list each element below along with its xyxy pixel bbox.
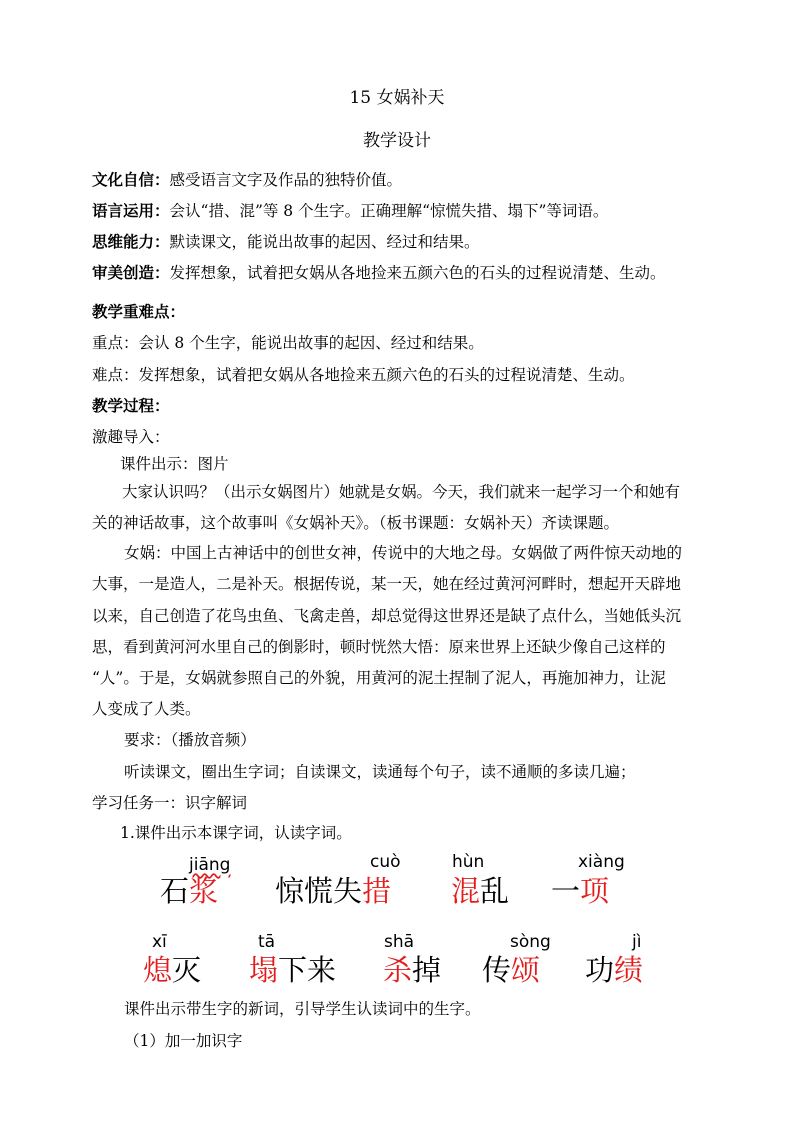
para2-line: 大事，一是造人，二是补天。根据传说，某一天，她在经过黄河河畔时，想起开天辟地 <box>92 575 682 593</box>
pinyin: xiàng <box>578 852 625 872</box>
goal-text: 感受语言文字及作品的独特价值。 <box>169 171 403 189</box>
vocab-word: 熄灭 <box>143 953 202 987</box>
goal-aesthetic <box>92 263 666 283</box>
keypoints-heading: 教学重难点： <box>92 302 186 321</box>
vocab-word: 功绩 <box>585 953 644 987</box>
goal-culture <box>92 170 402 190</box>
lesson-subtitle: 教学设计 <box>363 131 431 151</box>
vocab-word: 石浆 <box>160 874 219 908</box>
vocab-word: 塌下来 <box>249 953 337 987</box>
courseware-line: 课件出示：图片 <box>120 455 229 473</box>
goal-text: 发挥想象，试着把女娲从各地捡来五颜六色的石头的过程说清楚、生动。 <box>169 264 666 282</box>
goal-text: 会认“措、混”等 8 个生字。正确理解“惊慌失措、塌下”等词语。 <box>169 202 609 220</box>
pinyin: shā <box>384 932 415 952</box>
para1-line: 关的神话故事，这个故事叫《女娲补天》。（板书课题：女娲补天）齐读课题。 <box>92 514 620 532</box>
pinyin: cuò <box>370 852 401 872</box>
vocab-word: 惊慌失措 <box>275 874 392 908</box>
step1-line: 1.课件出示本课字词，认读字词。 <box>120 824 352 842</box>
requirement-text: 听读课文，圈出生字词；自读课文，读通每个句子，读不通顺的多读几遍； <box>124 763 636 781</box>
vocab-word: 传颂 <box>482 953 541 987</box>
para2-line: 思，看到黄河河水里自己的倒影时，顿时恍然大悟：原来世界上还缺少像自己这样的 <box>92 638 666 656</box>
goal-thinking <box>92 232 480 252</box>
goal-label: 思维能力： <box>92 232 170 251</box>
process-heading: 教学过程： <box>92 396 170 415</box>
para1-line: 大家认识吗？（出示女娲图片）她就是女娲。今天，我们就来一起学习一个和她有 <box>122 483 681 501</box>
pinyin: sòng <box>510 932 551 952</box>
lesson-title: 15 女娲补天 <box>349 88 445 108</box>
pinyin: jiāng <box>189 855 231 875</box>
pinyin: xī <box>152 932 167 952</box>
para2-line: “人”。于是，女娲就参照自己的外貌，用黄河的泥土捏制了泥人，再施加神力，让泥 <box>92 669 666 687</box>
requirement-line: 要求：（播放音频） <box>124 731 256 749</box>
para2-line: 人变成了人类。 <box>92 700 201 718</box>
goal-language <box>92 201 608 221</box>
goal-label: 文化自信： <box>92 170 170 189</box>
pinyin: tā <box>258 932 276 952</box>
goal-label: 语言运用： <box>92 201 170 220</box>
para2-line: 女娲：中国上古神话中的创世女神，传说中的大地之母。女娲做了两件惊天动地的 <box>124 544 683 562</box>
para2-line: 以来，自己创造了花鸟虫鱼、飞禽走兽，却总觉得这世界还是缺了点什么，当她低头沉 <box>92 607 682 625</box>
task1-heading: 学习任务一：识字解词 <box>92 794 248 812</box>
sub1-line: （1）加一加识字 <box>124 1032 243 1050</box>
vocab-row-1 <box>0 850 794 930</box>
keypoint-key: 重点：会认 8 个生字，能说出故事的起因、经过和结果。 <box>92 334 484 352</box>
vocab-word: 杀掉 <box>383 953 442 987</box>
pinyin: hùn <box>452 852 485 872</box>
keypoint-difficult: 难点：发挥想象，试着把女娲从各地捡来五颜六色的石头的过程说清楚、生动。 <box>92 366 635 384</box>
pinyin: jì <box>632 932 642 952</box>
vocab-word: 一项 <box>551 874 610 908</box>
goal-label: 审美创造： <box>92 263 170 282</box>
vocab-row-2 <box>0 930 794 1010</box>
intro-heading: 激趣导入： <box>92 428 170 446</box>
after-vocab-line: 课件出示带生字的新词，引导学生认读词中的生字。 <box>124 1000 481 1018</box>
vocab-word: 混乱 <box>451 874 510 908</box>
goal-text: 默读课文，能说出故事的起因、经过和结果。 <box>169 233 480 251</box>
